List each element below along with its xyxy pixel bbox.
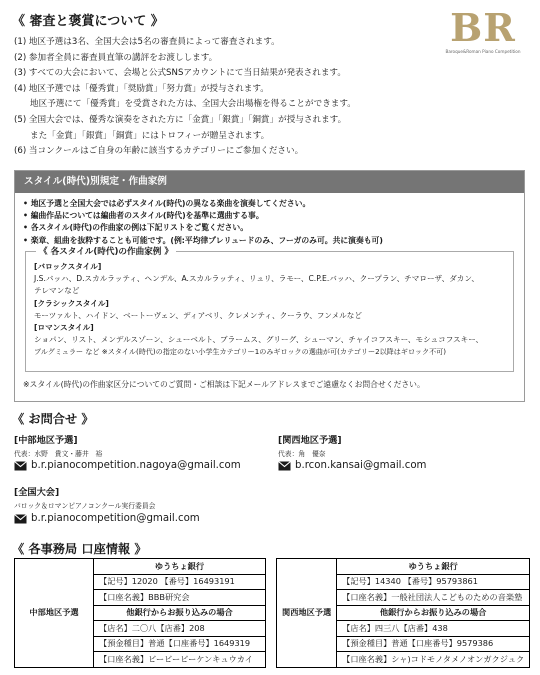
national-rep: バロック＆ロマンピアノコンクール実行委員会 <box>14 502 156 510</box>
chubu-acct-row: 【記号】12020 【番号】16493191 <box>94 574 266 590</box>
judging-line: (4) 地区予選では「優秀賞」「奨励賞」「努力賞」が授与されます。 <box>14 83 269 94</box>
composers-box <box>25 247 514 372</box>
chubu-bank: ゆうちょ銀行 <box>94 559 266 575</box>
chubu-acct-row: 【口座名義】BBB研究会 <box>94 590 266 606</box>
baroque-label: [バロックスタイル] <box>34 262 102 271</box>
competition-logo <box>438 5 528 62</box>
style-rules-header: スタイル(時代)別規定・作曲家例 <box>15 171 524 193</box>
kansai-acct-row: 【口座名義】一般社団法人こどものための音楽塾 <box>337 590 530 606</box>
judging-line: (1) 地区予選は3名、全国大会は5名の審査員によって審査されます。 <box>14 37 280 47</box>
kansai-region: 関西地区予選 <box>277 559 337 668</box>
chubu-region: 中部地区予選 <box>15 559 94 668</box>
style-note: ※スタイル(時代)の作曲家区分についてのご質問・ご相談は下記メールアドレスまでご遠慮なくお問合せください。 <box>23 380 425 389</box>
mail-icon <box>14 514 27 524</box>
national-email-row <box>14 513 200 524</box>
kansai-label: [関西地区予選] <box>278 435 342 446</box>
composers-list <box>34 261 483 359</box>
kansai-bank: ゆうちょ銀行 <box>337 559 530 575</box>
judging-line: また「金賞」「銀賞」「銅賞」にはトロフィーが贈呈されます。 <box>30 130 270 141</box>
judging-title: 《 審査と褒賞について 》 <box>12 14 164 29</box>
contact-title: 《 お問合せ 》 <box>12 412 94 426</box>
composers-title: 《 各スタイル(時代)の作曲家例 》 <box>36 245 176 257</box>
kansai-rep: 代表：角 優奈 <box>278 450 326 458</box>
classic-label: [クラシックスタイル] <box>34 298 109 308</box>
romantic-label: [ロマンスタイル] <box>34 323 94 333</box>
judging-line: (2) 参加者全員に審査員直筆の講評をお渡しします。 <box>14 52 218 63</box>
rule-bullet: • 地区予選と全国大会では必ずスタイル(時代)の異なる楽曲を演奏してください。 <box>23 199 311 208</box>
rule-bullet: • 編曲作品については編曲者のスタイル(時代)を基準に選曲する事。 <box>23 211 264 221</box>
kansai-acct-row: 【口座名義】シャ)コドモノタメノオンガクジュク <box>337 652 530 668</box>
baroque-composers-cont: テレマンなど <box>34 286 80 296</box>
logo-subtitle: Baroque&Roman Piano Competition <box>445 49 521 54</box>
chubu-email-row <box>14 460 241 471</box>
national-label: [全国大会] <box>14 487 60 498</box>
kansai-acct-row: 【店名】四三八【店番】438 <box>337 621 530 637</box>
chubu-acct-row: 【口座名義】ビービービーケンキュウカイ <box>94 652 266 668</box>
chubu-rep: 代表：水野 貴文・藤井 裕 <box>14 450 103 458</box>
judging-line: (5) 全国大会では、優秀な演奏をされた方に「金賞」「銀賞」「銅賞」が授与されます。 <box>14 114 347 125</box>
logo-letters: BR <box>450 5 516 50</box>
judging-line: 地区予選にて「優秀賞」を受賞された方は、全国大会出場権を得ることができます。 <box>30 99 356 110</box>
judging-list <box>14 35 434 160</box>
judging-line: (3) すべての大会において、会場と公式SNSアカウントにて当日結果が発表されます。 <box>14 68 346 79</box>
rule-bullet: • 楽章、組曲を抜粋することも可能です。(例:平均律プレリュードのみ、フーガのみ可。共に演奏も可) <box>23 235 383 245</box>
style-rules-box <box>14 170 525 402</box>
kansai-acct-row: 【記号】14340 【番号】95793861 <box>337 574 530 590</box>
kansai-acct-row: 【預金種目】普通【口座番号】9579386 <box>337 636 530 652</box>
chubu-account-table <box>14 558 266 668</box>
kansai-email[interactable]: b.rcon.kansai@gmail.com <box>295 460 427 471</box>
rule-bullet: • 各スタイル(時代)の作曲家の例は下記リストをご覧ください。 <box>23 223 249 233</box>
romantic-composers-cont: ブルグミュラー など ※スタイル(時代)の指定のない小学生カテゴリー1のみギロックの選曲が可(カテゴリー2以降はギロック不可) <box>34 347 447 357</box>
mail-icon <box>14 461 27 471</box>
romantic-composers: ショパン、リスト、メンデルスゾーン、シューベルト、ブラームス、グリーグ、シューマン、チャイコフスキー、モシュコフスキー、 <box>34 335 484 345</box>
accounts-title: 《 各事務局 口座情報 》 <box>12 542 147 556</box>
mail-icon <box>278 461 291 471</box>
style-rules-bullets <box>23 198 383 247</box>
judging-line: (6) 当コンクールはご自身の年齢に該当するカテゴリーにご参加ください。 <box>14 146 304 157</box>
chubu-other-bank: 他銀行からお振り込みの場合 <box>94 605 266 621</box>
chubu-label: [中部地区予選] <box>14 435 78 446</box>
kansai-email-row <box>278 460 426 471</box>
chubu-email[interactable]: b.r.pianocompetition.nagoya@gmail.com <box>31 460 241 471</box>
national-email[interactable]: b.r.pianocompetition@gmail.com <box>31 513 200 524</box>
kansai-account-table <box>276 558 530 668</box>
classic-composers: モーツァルト、ハイドン、ベートーヴェン、ディアベリ、クレメンティ、クーラウ、フンメルなど <box>34 310 362 320</box>
chubu-acct-row: 【預金種目】普通【口座番号】1649319 <box>94 636 266 652</box>
kansai-other-bank: 他銀行からお振り込みの場合 <box>337 605 530 621</box>
chubu-acct-row: 【店名】二〇八【店番】208 <box>94 621 266 637</box>
baroque-composers: J.S.バッハ、D.スカルラッティ、ヘンデル、A.スカルラッティ、リュリ、ラモー、C.P.E.バッハ、クープラン、チマローザ、ダカン、 <box>34 274 479 284</box>
